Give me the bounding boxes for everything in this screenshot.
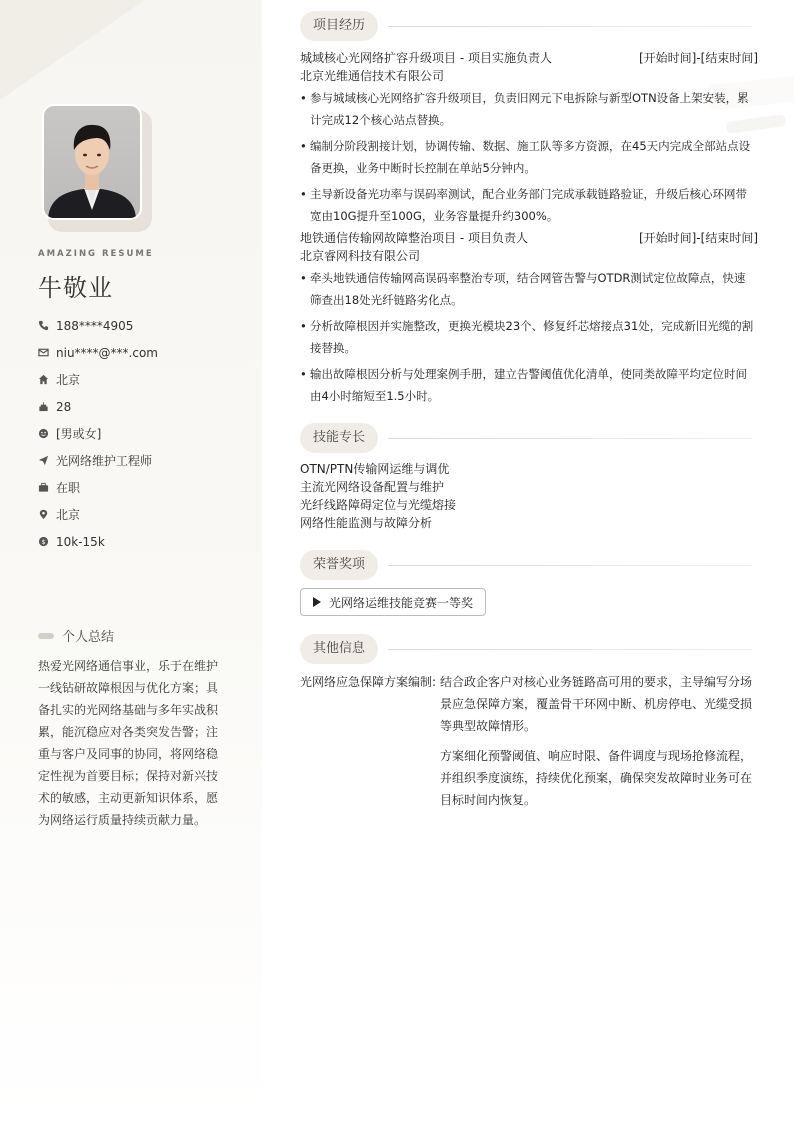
avatar: [42, 104, 142, 220]
candidate-name: 牛敬业: [38, 274, 113, 302]
project-title-row: [300, 49, 758, 67]
phone-icon: [38, 320, 56, 331]
section-title: 其他信息: [300, 634, 378, 664]
home-icon: [38, 374, 56, 385]
section-divider: [388, 649, 752, 650]
send-icon: [38, 455, 56, 466]
award-tag: [300, 588, 486, 616]
section-divider: [388, 438, 752, 439]
project-bullets: [300, 87, 758, 227]
other-info-body: [440, 671, 756, 819]
project-item: [300, 229, 758, 411]
resume-tagline: AMAZING RESUME: [38, 249, 154, 259]
award-text: 光网络运维技能竞赛一等奖: [329, 595, 474, 610]
smiley-icon: [38, 428, 56, 439]
cake-icon: [38, 401, 56, 412]
project-bullets: [300, 267, 758, 407]
bullet-item: • 分析故障根因并实施整改，更换光模块23个、修复纤芯熔接点31处，完成新旧光缆的割接替换。: [300, 315, 756, 359]
info-email: [38, 339, 158, 366]
bullet-item: • 编制分阶段割接计划，协调传输、数据、施工队等多方资源，在45天内完成全部站点设备更换，业务中断时长控制在单站5分钟内。: [300, 135, 756, 179]
info-location: [38, 501, 158, 528]
status-text: 在职: [56, 481, 81, 495]
play-triangle-icon: [313, 597, 321, 607]
mail-icon: [38, 347, 56, 358]
project-time: [开始时间]-[结束时间]: [638, 51, 758, 65]
project-title: 城域核心光网络扩容升级项目 - 项目实施负责人: [300, 51, 552, 65]
gender-text: [男或女]: [56, 427, 102, 441]
section-divider: [388, 565, 752, 566]
project-title-row: [300, 229, 758, 247]
summary-heading: [38, 626, 114, 645]
age-text: 28: [56, 399, 72, 414]
other-info-paragraph: 方案细化预警阈值、响应时限、备件调度与现场抢修流程，并组织季度演练，持续优化预案，确保突发故障时业务可在目标时间内恢复。: [440, 749, 753, 807]
person-photo-illustration: [44, 106, 140, 218]
bullet-item: • 参与城域核心光网络扩容升级项目，负责旧网元下电拆除与新型OTN设备上架安装，累计完成12个核心站点替换。: [300, 87, 756, 131]
location-text: 北京: [56, 508, 81, 522]
info-home: [38, 366, 158, 393]
contact-info-list: [38, 312, 158, 555]
other-info-paragraph: 结合政企客户对核心业务链路高可用的要求，主导编写分场景应急保障方案，覆盖骨干环网中断、机房停电、光缆受损等典型故障情形。: [440, 675, 753, 733]
corner-decoration: [0, 0, 145, 100]
phone-text: 188****4905: [56, 318, 134, 333]
other-info-label: 光网络应急保障方案编制:: [300, 675, 437, 689]
sidebar: [0, 0, 262, 1123]
summary-pill-decoration: [38, 633, 54, 639]
project-company: 北京睿网科技有限公司: [300, 249, 421, 263]
job-text: 光网络维护工程师: [56, 454, 153, 468]
project-title: 地铁通信传输网故障整治项目 - 项目负责人: [300, 231, 528, 245]
info-age: [38, 393, 158, 420]
bullet-item: • 输出故障根因分析与处理案例手册，建立告警阈值优化清单，使同类故障平均定位时间由4小时缩短至1.5小时。: [300, 363, 756, 407]
skill-item: OTN/PTN传输网运维与调优: [300, 462, 450, 476]
salary-icon: [38, 536, 56, 547]
info-phone: [38, 312, 158, 339]
svg-text:$: $: [41, 537, 46, 546]
project-time: [开始时间]-[结束时间]: [638, 231, 758, 245]
skill-item: 主流光网络设备配置与维护: [300, 480, 445, 494]
info-status: [38, 474, 158, 501]
email-text: niu****@***.com: [56, 345, 158, 360]
section-header-awards: [300, 550, 752, 580]
skill-item: 网络性能监测与故障分析: [300, 516, 433, 530]
bullet-item: • 牵头地铁通信传输网高误码率整治专项，结合网管告警与OTDR测试定位故障点，快速筛查出18处光纤链路劣化点。: [300, 267, 756, 311]
section-header-other: [300, 634, 752, 664]
other-info: [300, 671, 758, 819]
location-pin-icon: [38, 509, 56, 520]
info-gender: [38, 420, 158, 447]
section-header-projects: [300, 11, 752, 41]
section-title: 荣誉奖项: [300, 550, 378, 580]
info-job: [38, 447, 158, 474]
section-header-skills: [300, 423, 752, 453]
briefcase-icon: [38, 482, 56, 493]
home-text: 北京: [56, 373, 81, 387]
bullet-item: • 主导新设备光功率与误码率测试，配合业务部门完成承载链路验证，升级后核心环网带宽由10G提升至100G，业务容量提升约300%。: [300, 183, 756, 227]
section-title: 技能专长: [300, 423, 378, 453]
summary-text: 热爱光网络通信事业，乐于在维护一线钻研故障根因与优化方案；具备扎实的光网络基础与多年实战积累，能沉稳应对各类突发告警；注重与客户及同事的协同，将网络稳定性视为首要目标；保持对新兴技术的敏感，主动更新知识体系，愿为网络运行质量持续贡献力量。: [38, 659, 219, 827]
info-salary: [38, 528, 158, 555]
skills-list: [300, 460, 456, 532]
section-title: 项目经历: [300, 11, 378, 41]
summary-title: 个人总结: [62, 630, 115, 645]
project-company: 北京光维通信技术有限公司: [300, 69, 445, 83]
salary-text: 10k-15k: [56, 534, 105, 549]
skill-item: 光纤线路障碍定位与光缆熔接: [300, 498, 457, 512]
section-divider: [388, 26, 752, 27]
project-item: [300, 49, 758, 231]
